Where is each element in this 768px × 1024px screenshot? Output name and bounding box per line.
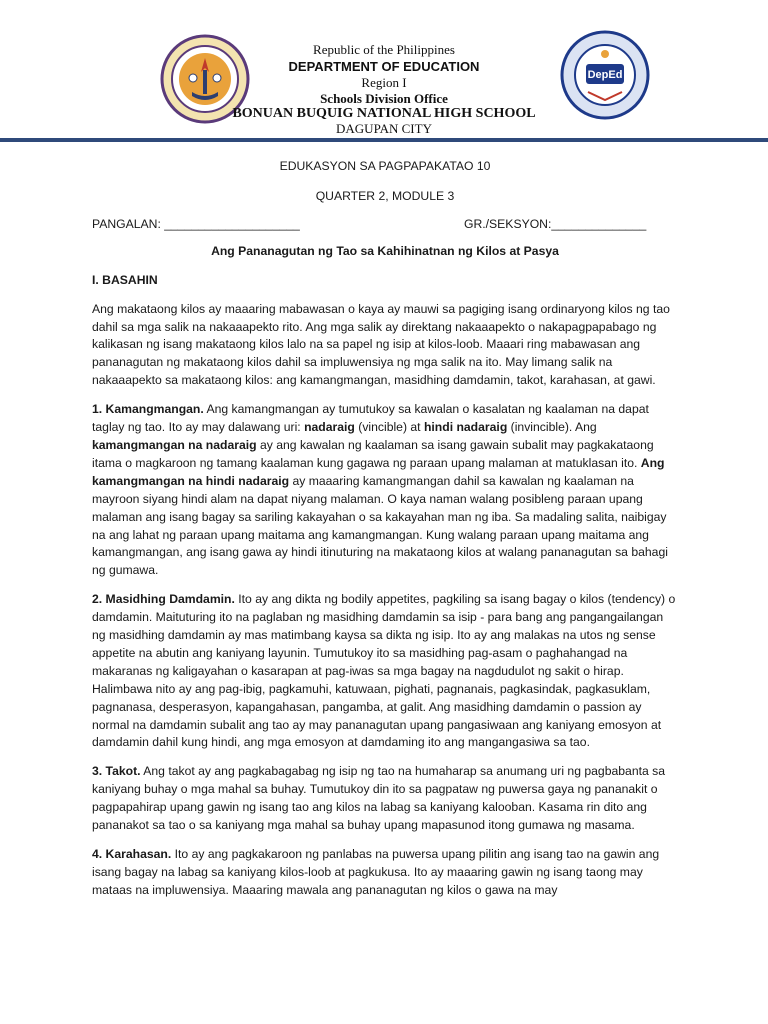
text-segment: (invincible). Ang xyxy=(507,420,597,435)
paragraph-karahasan xyxy=(92,846,678,900)
document-body xyxy=(92,150,678,900)
text-segment: Ang kamangmangan ay tumutukoy sa kawalan o kasalatan ng kaalaman na dapat taglay ng tao. Ito ay may dalawang uri: xyxy=(92,402,649,435)
paragraph-masidhing-damdamin xyxy=(92,591,678,752)
heading-kamangmangan: 1. Kamangmangan. xyxy=(92,402,204,417)
heading-karahasan: 4. Karahasan. xyxy=(92,847,172,861)
text-segment: Ito ay ang pagkakaroon ng panlabas na puwersa upang pilitin ang isang tao na gawin ang isang bagay na labag sa kaniyang kilos-loob at pagkukusa. Ito ay maaaring gawin ng isang taong may mataas na impluwensiya. Maaaring mawala ang pananagutan ng kilos o gawa na may xyxy=(92,847,660,897)
name-field: PANGALAN: ____________________ xyxy=(92,216,300,231)
paragraph-takot xyxy=(92,763,678,835)
header-divider xyxy=(0,138,768,142)
section-heading: I. BASAHIN xyxy=(92,272,158,287)
term-kamangmangan-hindi-nadaraig: Ang kamangmangan na hindi nadaraig xyxy=(92,455,665,488)
lesson-title: Ang Pananagutan ng Tao sa Kahihinatnan ng Kilos at Pasya xyxy=(211,243,559,258)
intro-paragraph: Ang makataong kilos ay maaaring mabawasan o kaya ay mauwi sa pagiging isang ordinaryong kilos ng tao dahil sa mga salik na nakaaapekto rito. Ang mga salik ay direktang nakaaapekto o nakapagpapabago ng kalikasan ng isang makataong kilos lalo na sa papel ng isip at kilos-loob. Maaari ring mabawasan ang pananagutan ng makataong kilos dahil sa impluwensiya ng mga salik na ito. May limang salik na nakaaapekto sa makataong kilos: ang kamangmangan, masidhing damdamin, takot, karahasan, at gawi. xyxy=(92,301,670,388)
text-segment: Ito ay ang dikta ng bodily appetites, pagkiling sa isang bagay o kilos (tendency) o damdamin. Maituturing ito na paglaban ng masidhing damdamin sa isip - para bang ang pangangailangan ng masidhing damdamin ay mas matimbang kaysa sa dikta ng isip. Ito ay ang malakas na utos ng sense appetite na abutin ang kaniyang layunin. Tumutukoy ito sa masidhing pag-asam o paghahangad na makaranas ng kaligayahan o kasarapan at pag-iwas sa mga bagay na nagdudulot ng sakit o hirap. Halimbawa nito ay ang pag-ibig, pagkamuhi, katuwaan, pighati, pagnanais, pagkasindak, pagkasuklam, pagnanasa, desperasyon, kapangahasan, pangamba, at galit. Ang masidhing damdamin o passion ay normal na damdamin subalit ang tao ay may pananagutan upang pangasiwaan ang kaniyang emosyon at damdamin dahil kung hindi, ang mga emosyon at damdaming ito ang mangangasiwa sa tao. xyxy=(92,592,676,750)
header-line-city: DAGUPAN CITY xyxy=(336,121,432,136)
term-hindi-nadaraig: hindi nadaraig xyxy=(423,420,508,435)
header-line-region: Region I xyxy=(361,75,407,90)
heading-takot: 3. Takot. xyxy=(92,764,141,779)
section-field: GR./SEKSYON:______________ xyxy=(464,216,647,231)
header-line-republic: Republic of the Philippines xyxy=(313,42,455,57)
heading-masidhing-damdamin: 2. Masidhing Damdamin. xyxy=(92,592,235,607)
quarter-module: QUARTER 2, MODULE 3 xyxy=(315,188,455,203)
text-segment: Ang takot ay ang pagkabagabag ng isip ng tao na humaharap sa anumang uri ng pagbabanta sa kaniyang buhay o mga mahal sa buhay. Tumutukoy din ito sa pagpataw ng puwersa gaya ng pananakit o pagpapahirap upang gawin ng isang tao ang kilos na labag sa kaniyang kalooban. Kasama rin dito ang pananakot sa tao o sa kaniyang mga mahal sa buhay upang mapasunod itong gumawa ng masama. xyxy=(92,764,666,833)
school-seal-center-text: DepEd xyxy=(587,69,623,81)
header-line-division: Schools Division Office xyxy=(320,91,448,106)
text-segment: ay maaaring kamangmangan dahil sa kawalan ng kaalaman na mayroon siyang hindi alam na dapat niyang malaman. O kaya naman walang posibleng paraan upang malaman ang isang bagay sa sariling kakayahan o sa kakayahan man ng iba. Sa madaling salita, naibigay na ang lahat ng paraan upang maitama ang kamangmangan. Kung walang paraan upang maitama ang kamangmangan, ang isang gawa ay hindi itinuturing na makataong kilos at walang pananagutan sa bahagi ng gumawa. xyxy=(92,473,668,578)
term-kamangmangan-nadaraig: kamangmangan na nadaraig xyxy=(92,437,257,452)
text-segment: (vincible) at xyxy=(354,420,424,435)
letterhead xyxy=(0,28,768,136)
subject-title: EDUKASYON SA PAGPAPAKATAO 10 xyxy=(279,159,491,173)
text-segment: ay ang kawalan ng kaalaman sa isang gawain subalit may pagkakataong itama o magkaroon ng tamang kaalaman kung gagawa ng paraan upang malaman at matuklasan ito. xyxy=(92,437,654,470)
header-line-department: DEPARTMENT OF EDUCATION xyxy=(288,59,480,74)
term-nadaraig: nadaraig xyxy=(304,420,355,435)
header-line-school: BONUAN BUQUIG NATIONAL HIGH SCHOOL xyxy=(232,106,536,121)
student-info-row xyxy=(92,216,678,234)
paragraph-kamangmangan xyxy=(92,401,678,580)
